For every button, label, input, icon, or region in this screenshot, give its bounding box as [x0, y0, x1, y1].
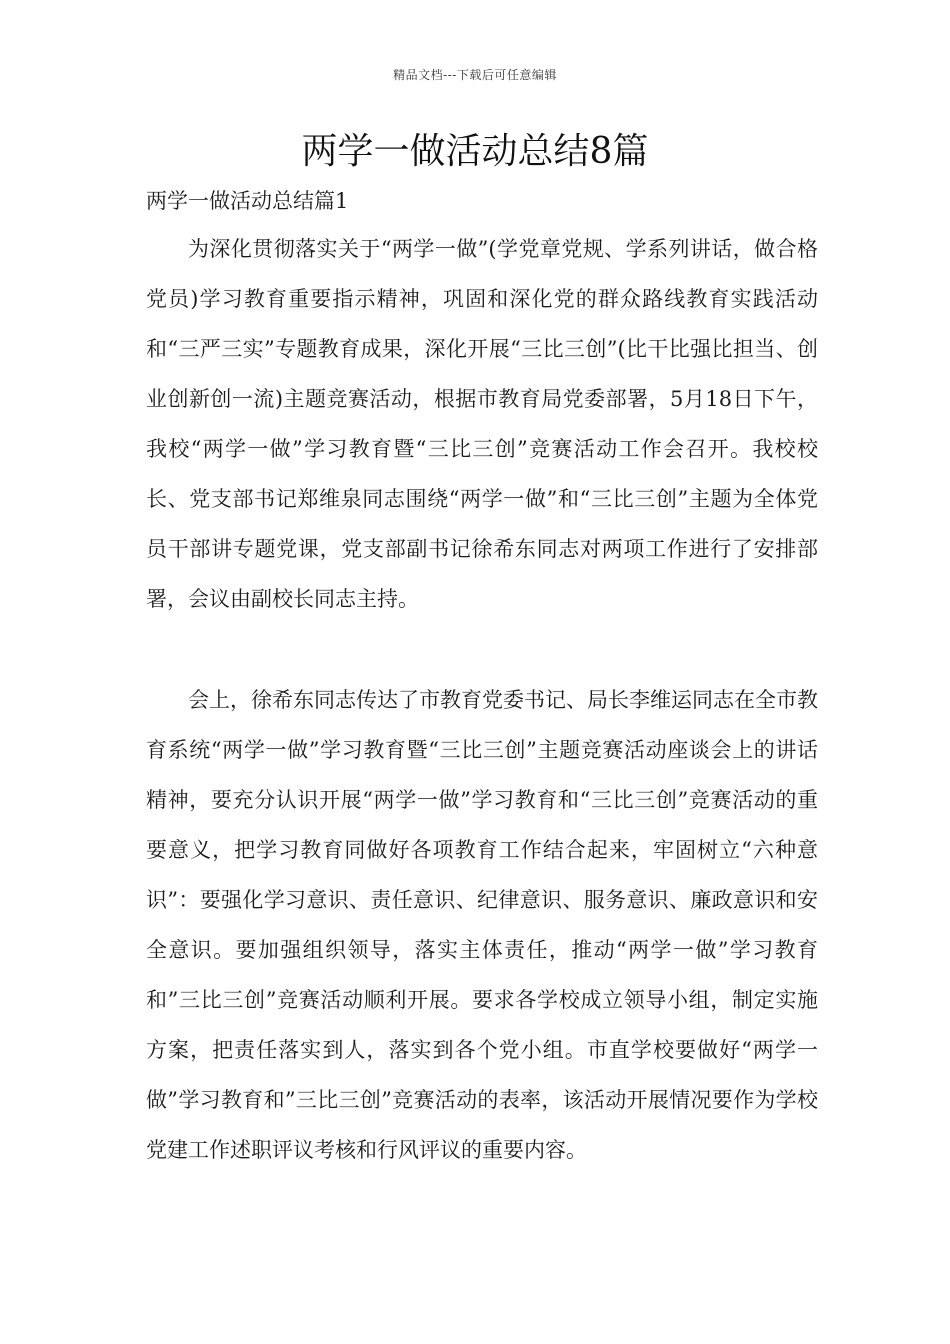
section-heading: 两学一做活动总结篇1 — [146, 189, 349, 213]
document-title: 两学一做活动总结8篇 — [301, 131, 649, 172]
body-paragraph-1: 为深化贯彻落实关于“两学一做”(学党章党规、学系列讲话，做合格党员)学习教育重要指示精神，巩固和深化党的群众路线教育实践活动和“三严三实”专题教育成果，深化开展“三比三创”(比干比强比担当、创业创新创一流)主题竞赛活动，根据市教育局党委部署，5月18日下午，我校“两学一做”学习教育暨“三比三创”竞赛活动工作会召开。我校校长、党支部书记郑维泉同志围绕“两学一做”和“三比三创”主题为全体党员干部讲专题党课，党支部副书记徐希东同志对两项工作进行了安排部署，会议由副校长同志主持。 — [146, 237, 818, 611]
body-paragraph-2: 会上，徐希东同志传达了市教育党委书记、局长李维运同志在全市教育系统“两学一做”学习教育暨“三比三创”主题竞赛活动座谈会上的讲话精神，要充分认识开展“两学一做”学习教育和“三比三创”竞赛活动的重要意义，把学习教育同做好各项教育工作结合起来，牢固树立“六种意识”：要强化学习意识、责任意识、纪律意识、服务意识、廉政意识和安全意识。要加强组织领导，落实主体责任，推动“两学一做”学习教育和”三比三创”竞赛活动顺利开展。要求各学校成立领导小组，制定实施方案，把责任落实到人，落实到各个党小组。市直学校要做好“两学一做”学习教育和”三比三创”竞赛活动的表率，该活动开展情况要作为学校党建工作述职评议考核和行风评议的重要内容。 — [146, 688, 818, 1162]
header-note: 精品文档---下载后可任意编辑 — [393, 68, 557, 82]
